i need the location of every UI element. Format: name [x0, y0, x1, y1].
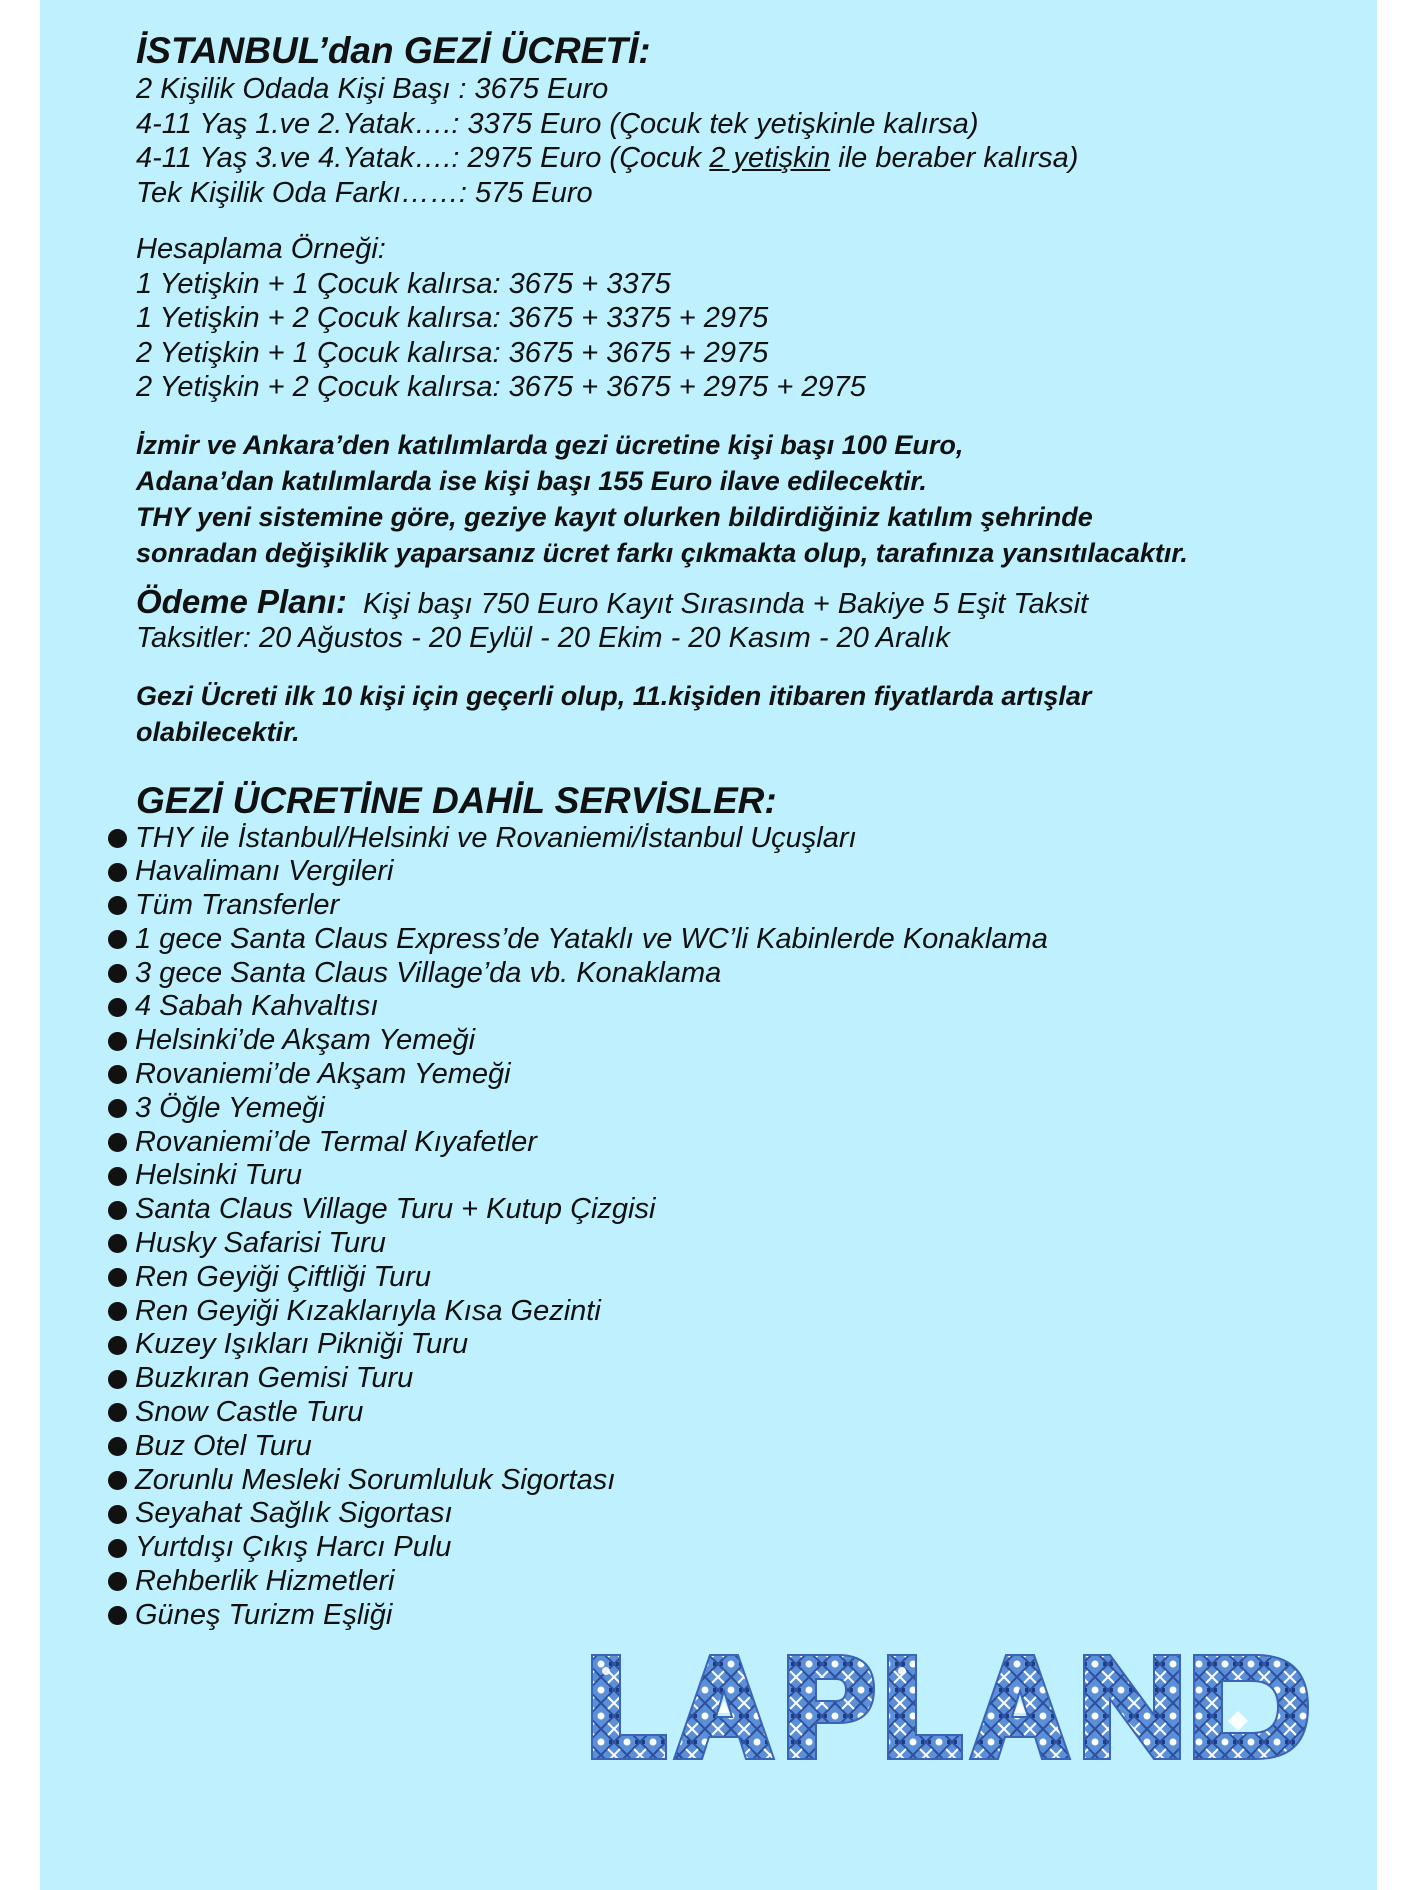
- bullet-icon: [108, 1572, 127, 1591]
- list-item: [108, 957, 1338, 991]
- bullet-icon: [108, 930, 127, 949]
- price-list: [136, 72, 1366, 210]
- bullet-icon: [108, 896, 127, 915]
- service-label: Rehberlik Hizmetleri: [135, 1565, 395, 1598]
- list-item: [108, 1565, 1338, 1599]
- list-item: [108, 1126, 1338, 1160]
- calculation-example: [136, 232, 1366, 405]
- notice-line: sonradan değişiklik yaparsanız ücret farkı çıkmakta olup, tarafınıza yansıtılacaktır.: [136, 537, 1188, 568]
- list-item: [108, 1531, 1338, 1565]
- price-line-child-3-4-bed-a: 4-11 Yaş 3.ve 4.Yatak….: 2975 Euro (Çocuk: [136, 142, 710, 174]
- price-line-child-3-4-bed-b: ile beraber kalırsa): [830, 142, 1079, 174]
- service-label: Buz Otel Turu: [135, 1429, 312, 1462]
- bullet-icon: [108, 1606, 127, 1625]
- service-label: Seyahat Sağlık Sigortası: [135, 1497, 453, 1530]
- bullet-icon: [108, 829, 127, 848]
- list-item: [108, 1227, 1338, 1261]
- list-item: [108, 1058, 1338, 1092]
- list-item: [108, 855, 1338, 889]
- list-item: [108, 1193, 1338, 1227]
- list-item: [108, 1430, 1338, 1464]
- bullet-icon: [108, 1505, 127, 1524]
- bullet-icon: [108, 1370, 127, 1389]
- service-label: Ren Geyiği Çiftliği Turu: [135, 1260, 432, 1293]
- brochure-page: [40, 0, 1377, 1890]
- services-list: [108, 822, 1338, 1633]
- list-item: [108, 889, 1338, 923]
- bullet-icon: [108, 1234, 127, 1253]
- service-label: Kuzey Işıkları Pikniği Turu: [135, 1328, 469, 1361]
- bullet-icon: [108, 1201, 127, 1220]
- service-label: Helsinki Turu: [135, 1159, 303, 1192]
- service-label: Santa Claus Village Turu + Kutup Çizgisi: [135, 1193, 656, 1226]
- service-label: 1 gece Santa Claus Express’de Yataklı ve WC’li Kabinlerde Konaklama: [135, 922, 1048, 955]
- bullet-icon: [108, 1437, 127, 1456]
- list-item: [108, 822, 1338, 856]
- bullet-icon: [108, 1167, 127, 1186]
- list-item: [108, 990, 1338, 1024]
- example-heading: Hesaplama Örneği:: [136, 233, 386, 265]
- validity-line: olabilecektir.: [136, 716, 300, 747]
- content-column: [136, 30, 1366, 1633]
- service-label: Tüm Transferler: [135, 889, 340, 922]
- bullet-icon: [108, 1065, 127, 1084]
- page-title: İSTANBUL’dan GEZİ ÜCRETİ:: [136, 30, 651, 71]
- notice-line: Adana’dan katılımlarda ise kişi başı 155 Euro ilave edilecektir.: [136, 465, 927, 496]
- bullet-icon: [108, 1032, 127, 1051]
- payment-plan-line: [136, 582, 1366, 622]
- bullet-icon: [108, 1099, 127, 1118]
- list-item: [108, 1261, 1338, 1295]
- bullet-icon: [108, 1471, 127, 1490]
- example-line: 2 Yetişkin + 2 Çocuk kalırsa: 3675 + 3675 + 2975 + 2975: [136, 371, 866, 403]
- validity-line: Gezi Ücreti ilk 10 kişi için geçerli olup, 11.kişiden itibaren fiyatlarda artışlar: [136, 680, 1092, 711]
- payment-plan: [136, 582, 1366, 656]
- bullet-icon: [108, 1403, 127, 1422]
- departure-city-notice: [136, 427, 1366, 571]
- example-line: 1 Yetişkin + 1 Çocuk kalırsa: 3675 + 3375: [136, 267, 671, 300]
- service-label: 3 Öğle Yemeği: [135, 1091, 325, 1124]
- payment-plan-text: Kişi başı 750 Euro Kayıt Sırasında + Bakiye 5 Eşit Taksit: [363, 587, 1089, 620]
- list-item: [108, 1092, 1338, 1126]
- list-item: [108, 1328, 1338, 1362]
- list-item: [108, 1159, 1338, 1193]
- list-item: [108, 1295, 1338, 1329]
- bullet-icon: [108, 998, 127, 1017]
- example-line: 2 Yetişkin + 1 Çocuk kalırsa: 3675 + 3675 + 2975: [136, 336, 769, 369]
- list-item: [108, 1024, 1338, 1058]
- service-label: Zorunlu Mesleki Sorumluluk Sigortası: [135, 1463, 616, 1496]
- installments-line: Taksitler: 20 Ağustos - 20 Eylül - 20 Ekim - 20 Kasım - 20 Aralık: [136, 622, 950, 654]
- service-label: Helsinki’de Akşam Yemeği: [135, 1024, 476, 1057]
- list-item: [108, 1464, 1338, 1498]
- service-label: Güneş Turizm Eşliği: [135, 1598, 393, 1631]
- service-label: 3 gece Santa Claus Village’da vb. Konaklama: [135, 956, 722, 989]
- bullet-icon: [108, 1268, 127, 1287]
- notice-line: İzmir ve Ankara’den katılımlarda gezi ücretine kişi başı 100 Euro,: [136, 429, 964, 460]
- bullet-icon: [108, 1133, 127, 1152]
- list-item: [108, 1497, 1338, 1531]
- service-label: 4 Sabah Kahvaltısı: [135, 990, 379, 1023]
- bullet-icon: [108, 1336, 127, 1355]
- service-label: Snow Castle Turu: [135, 1396, 364, 1429]
- list-item: [108, 923, 1338, 957]
- bullet-icon: [108, 863, 127, 882]
- underlined-two-adults: 2 yetişkin: [709, 142, 831, 174]
- service-label: Yurtdışı Çıkış Harcı Pulu: [135, 1531, 452, 1564]
- service-label: Rovaniemi’de Termal Kıyafetler: [135, 1125, 537, 1158]
- service-label: THY ile İstanbul/Helsinki ve Rovaniemi/İstanbul Uçuşları: [135, 821, 857, 854]
- bullet-icon: [108, 964, 127, 983]
- list-item: [108, 1362, 1338, 1396]
- payment-plan-label: Ödeme Planı:: [136, 582, 347, 620]
- price-line-child-3-4-bed: [136, 141, 1366, 176]
- service-label: Havalimanı Vergileri: [135, 855, 394, 888]
- services-title: GEZİ ÜCRETİNE DAHİL SERVİSLER:: [136, 779, 777, 821]
- bullet-icon: [108, 1539, 127, 1558]
- service-label: Rovaniemi’de Akşam Yemeği: [135, 1058, 511, 1091]
- list-item: [108, 1396, 1338, 1430]
- example-line: 1 Yetişkin + 2 Çocuk kalırsa: 3675 + 3375 + 2975: [136, 302, 769, 334]
- price-line-single-supplement: Tek Kişilik Oda Farkı……: 575 Euro: [136, 176, 593, 209]
- lapland-logo: [588, 1651, 1358, 1763]
- price-line-double-room: 2 Kişilik Odada Kişi Başı : 3675 Euro: [136, 73, 609, 105]
- service-label: Buzkıran Gemisi Turu: [135, 1362, 414, 1395]
- notice-line: THY yeni sistemine göre, geziye kayıt olurken bildirdiğiniz katılım şehrinde: [136, 501, 1093, 532]
- service-label: Ren Geyiği Kızaklarıyla Kısa Gezinti: [135, 1294, 601, 1327]
- bullet-icon: [108, 1302, 127, 1321]
- list-item: [108, 1599, 1338, 1633]
- service-label: Husky Safarisi Turu: [135, 1227, 386, 1260]
- price-line-child-1-2-bed: 4-11 Yaş 1.ve 2.Yatak….: 3375 Euro (Çocuk tek yetişkinle kalırsa): [136, 107, 979, 140]
- price-validity-note: [136, 678, 1366, 750]
